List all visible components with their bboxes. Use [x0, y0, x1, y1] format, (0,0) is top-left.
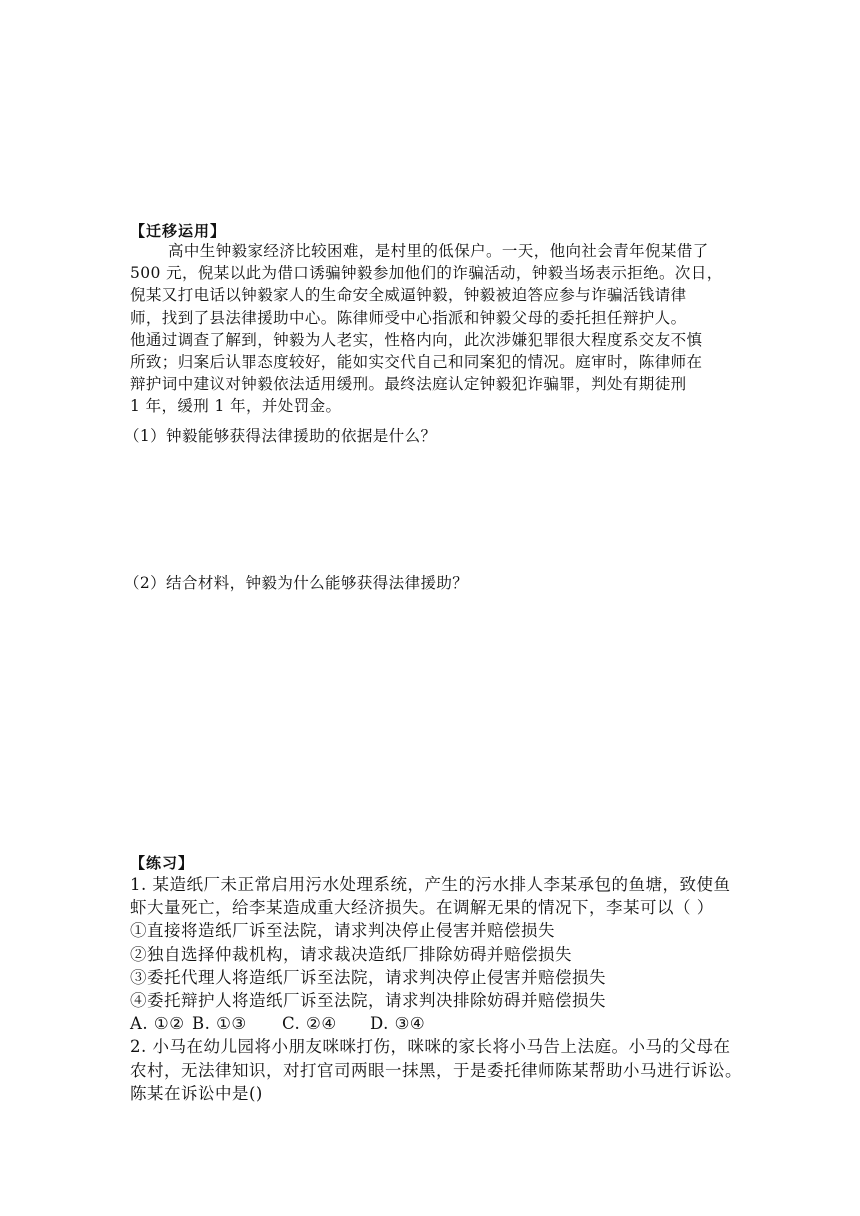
question-line: 陈某在诉讼中是() — [130, 1083, 263, 1103]
material-line: 所致；归案后认罪态度较好，能如实交代自己和同案犯的情况。庭审时，陈律师在 — [130, 353, 703, 372]
migration-heading: 【迁移运用】 — [130, 222, 227, 240]
question-line: 农村，无法律知识，对打官司两眼一抹黑，于是委托律师陈某帮助小马进行诉讼。 — [130, 1060, 742, 1080]
practice-heading: 【练习】 — [130, 854, 195, 872]
answer-options — [130, 1012, 770, 1035]
question-2: （2）结合材料，钟毅为什么能够获得法律援助？ — [124, 574, 469, 592]
material-line: 辩护词中建议对钟毅依法适用缓刑。最终法庭认定钟毅犯诈骗罪，判处有期徒刑 — [130, 375, 687, 394]
material-line: 500 元，倪某以此为借口诱骗钟毅参加他们的诈骗活动，钟毅当场表示拒绝。次日， — [130, 264, 723, 283]
option-c: C. ②④ — [282, 1014, 337, 1034]
choice-line: ②独自选择仲裁机构，请求裁决造纸厂排除妨碍并赔偿损失 — [130, 944, 572, 964]
material-line: 倪某又打电话以钟毅家人的生命安全威逼钟毅，钟毅被迫答应参与诈骗活钱请律 — [130, 286, 687, 305]
question-line: 虾大量死亡，给李某造成重大经济损失。在调解无果的情况下，李某可以（ ） — [130, 898, 714, 918]
option-b: B. ①③ — [192, 1014, 247, 1034]
question-line: 2. 小马在幼儿园将小朋友咪咪打伤，咪咪的家长将小马告上法庭。小马的父母在 — [130, 1037, 731, 1057]
question-1: （1）钟毅能够获得法律援助的依据是什么？ — [124, 427, 437, 445]
option-a: A. ①② — [130, 1014, 185, 1034]
material-line: 他通过调查了解到，钟毅为人老实，性格内向，此次涉嫌犯罪很大程度系交友不慎 — [130, 330, 703, 349]
question-line: 1. 某造纸厂未正常启用污水处理系统，产生的污水排人李某承包的鱼塘，致使鱼 — [130, 875, 731, 894]
migration-material — [130, 240, 760, 418]
choice-line: ④委托辩护人将造纸厂诉至法院，请求判决排除妨碍并赔偿损失 — [130, 991, 606, 1011]
practice-questions — [130, 873, 770, 1105]
choice-line: ③委托代理人将造纸厂诉至法院，请求判决停止侵害并赔偿损失 — [130, 967, 606, 987]
choice-line: ①直接将造纸厂诉至法院，请求判决停止侵害并赔偿损失 — [130, 921, 555, 941]
material-line: 师，找到了县法律援助中心。陈律师受中心指派和钟毅父母的委托担任辩护人。 — [130, 308, 687, 327]
material-line: 1 年，缓刑 1 年，并处罚金。 — [130, 397, 342, 416]
option-d: D. ③④ — [370, 1014, 426, 1034]
material-line: 高中生钟毅家经济比较困难，是村里的低保户。一天，他向社会青年倪某借了 — [168, 242, 709, 260]
